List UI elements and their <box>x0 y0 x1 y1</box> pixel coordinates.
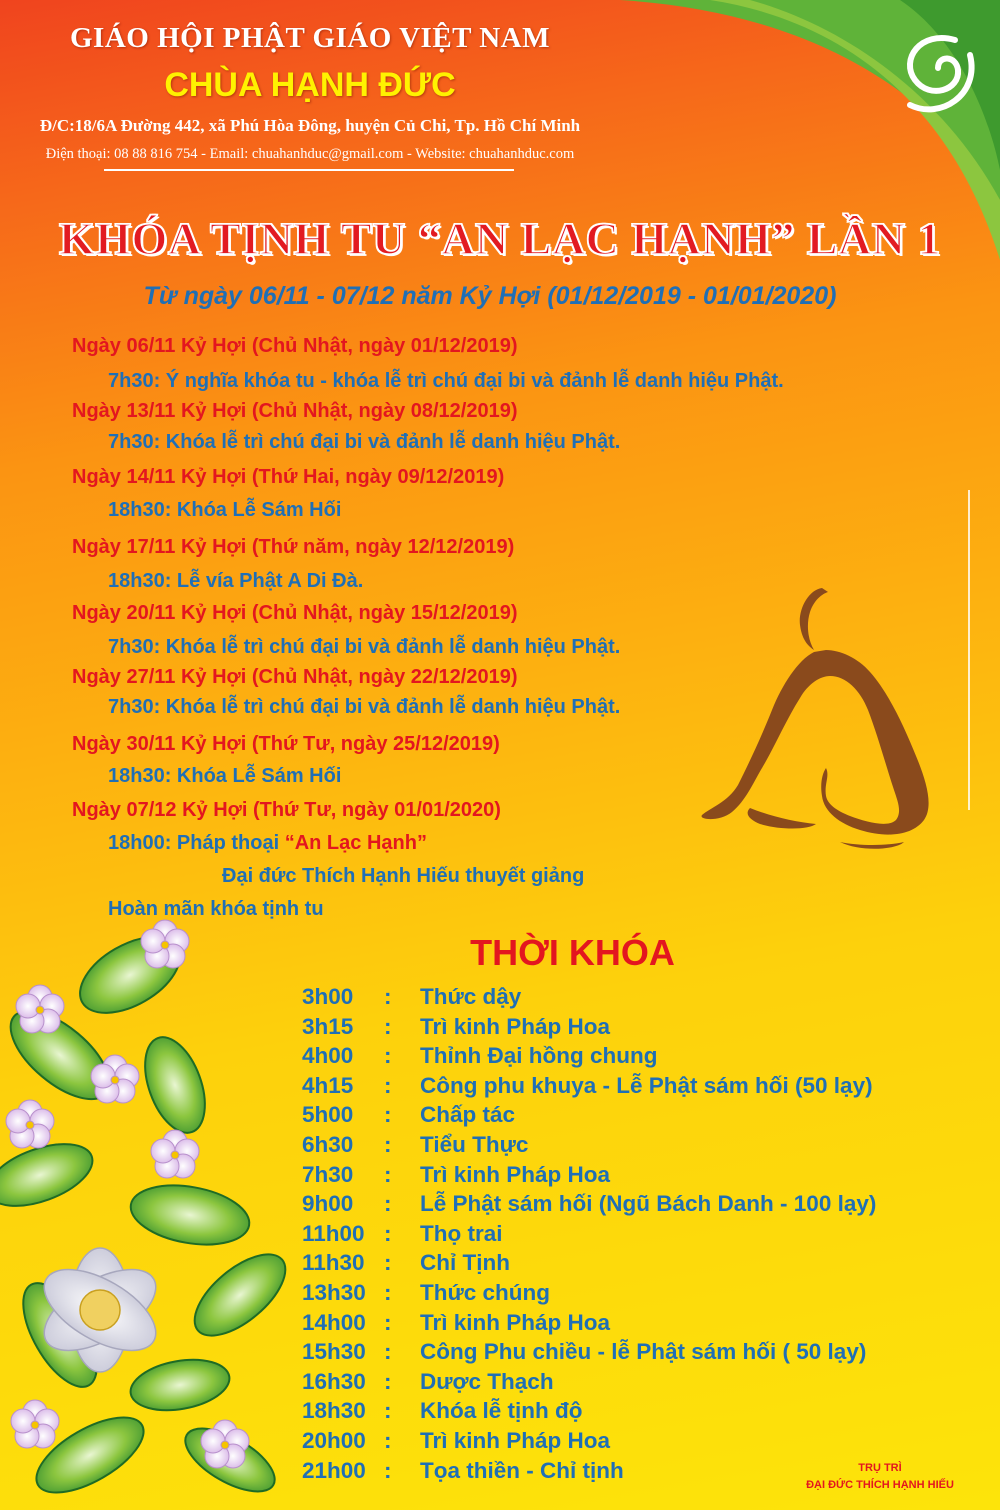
program-day: Ngày 17/11 Kỷ Hợi (Thứ năm, ngày 12/12/2019) <box>72 536 515 558</box>
schedule-time: 9h00 <box>302 1191 354 1217</box>
temple-address: Đ/C:18/6A Đường 442, xã Phú Hòa Đông, huyện Củ Chi, Tp. Hồ Chí Minh <box>39 116 581 135</box>
schedule-activity: Thỉnh Đại hồng chung <box>420 1043 658 1069</box>
program-activity: 7h30: Khóa lễ trì chú đại bi và đảnh lễ danh hiệu Phật. <box>108 696 621 718</box>
program-day: Ngày 07/12 Kỷ Hợi (Thứ Tư, ngày 01/01/2020) <box>72 799 501 821</box>
schedule-activity: Chấp tác <box>420 1102 516 1128</box>
schedule-activity: Công Phu chiều - lễ Phật sám hối ( 50 lạy) <box>420 1339 867 1365</box>
dharma-talk-title: “An Lạc Hạnh” <box>284 832 427 854</box>
schedule-time: 11h30 <box>302 1250 365 1276</box>
schedule-time: 21h00 <box>302 1457 366 1483</box>
header-divider <box>104 169 514 171</box>
schedule-activity: Trì kinh Pháp Hoa <box>420 1309 611 1335</box>
schedule-time: 11h00 <box>302 1220 365 1246</box>
program-activity-time: 18h00: Pháp thoại <box>108 832 285 854</box>
schedule-separator: : <box>384 1368 392 1394</box>
schedule-activity: Tiểu Thực <box>420 1132 529 1157</box>
schedule-activity: Chỉ Tịnh <box>420 1250 510 1276</box>
temple-name: CHÙA HẠNH ĐỨC <box>164 66 456 104</box>
speaker-line: Đại đức Thích Hạnh Hiếu thuyết giảng <box>222 865 585 887</box>
schedule-separator: : <box>384 1220 392 1246</box>
program-activity: 7h30: Khóa lễ trì chú đại bi và đảnh lễ danh hiệu Phật. <box>108 431 621 453</box>
schedule-activity: Lễ Phật sám hối (Ngũ Bách Danh - 100 lạy) <box>420 1191 877 1217</box>
retreat-title: KHÓA TỊNH TU “AN LẠC HẠNH” LẦN 1 <box>58 213 942 264</box>
monk-silhouette-icon <box>690 580 950 860</box>
schedule-activity: Công phu khuya - Lễ Phật sám hối (50 lạy) <box>420 1072 873 1098</box>
schedule-time: 15h30 <box>302 1339 366 1365</box>
signature-name: ĐẠI ĐỨC THÍCH HẠNH HIẾU <box>806 1479 954 1491</box>
schedule-time: 18h30 <box>302 1398 366 1424</box>
schedule-activity: Thọ trai <box>420 1220 503 1246</box>
schedule-time: 20h00 <box>302 1428 366 1453</box>
schedule-separator: : <box>384 1191 392 1217</box>
schedule-separator: : <box>384 1043 392 1069</box>
schedule-separator: : <box>384 1161 392 1187</box>
schedule-separator: : <box>384 1457 392 1483</box>
temple-contact: Điện thoại: 08 88 816 754 - Email: chuahanhduc@gmail.com - Website: chuahanhduc.com <box>45 146 575 162</box>
program-day: Ngày 30/11 Kỷ Hợi (Thứ Tư, ngày 25/12/2019) <box>72 733 500 755</box>
schedule-time: 16h30 <box>302 1368 366 1394</box>
schedule-separator: : <box>384 1339 392 1365</box>
program-day: Ngày 20/11 Kỷ Hợi (Chủ Nhật, ngày 15/12/2019) <box>72 602 518 624</box>
schedule-activity: Trì kinh Pháp Hoa <box>420 1161 611 1187</box>
schedule-time: 13h30 <box>302 1280 366 1305</box>
retreat-dates: Từ ngày 06/11 - 07/12 năm Kỷ Hợi (01/12/2019 - 01/01/2020) <box>143 282 837 310</box>
schedule-time: 5h00 <box>302 1102 354 1128</box>
program-activity: 7h30: Ý nghĩa khóa tu - khóa lễ trì chú đại bi và đảnh lễ danh hiệu Phật. <box>108 370 784 392</box>
schedule-activity: Thức dậy <box>420 984 522 1009</box>
schedule-separator: : <box>384 1309 392 1335</box>
program-activity: 7h30: Khóa lễ trì chú đại bi và đảnh lễ danh hiệu Phật. <box>108 636 621 658</box>
program-day: Ngày 06/11 Kỷ Hợi (Chủ Nhật, ngày 01/12/2019) <box>72 335 518 357</box>
schedule-activity: Trì kinh Pháp Hoa <box>420 1428 611 1453</box>
program-activity: 18h30: Khóa Lễ Sám Hối <box>108 765 342 787</box>
schedule-separator: : <box>384 1398 392 1424</box>
signature-role: TRỤ TRÌ <box>858 1462 902 1474</box>
schedule-time: 14h00 <box>302 1309 366 1335</box>
organization-name: GIÁO HỘI PHẬT GIÁO VIỆT NAM <box>70 22 550 54</box>
program-day: Ngày 27/11 Kỷ Hợi (Chủ Nhật, ngày 22/12/2019) <box>72 666 518 688</box>
decorative-rule <box>968 490 970 810</box>
schedule-time: 7h30 <box>302 1161 354 1187</box>
closing-line: Hoàn mãn khóa tịnh tu <box>108 898 324 920</box>
schedule-separator: : <box>384 1428 392 1453</box>
schedule-separator: : <box>384 1072 392 1098</box>
schedule-activity: Trì kinh Pháp Hoa <box>420 1013 611 1039</box>
signature-block <box>790 1460 970 1494</box>
schedule-separator: : <box>384 1280 392 1305</box>
schedule-time: 3h00 <box>302 984 354 1009</box>
schedule-separator: : <box>384 1250 392 1276</box>
program-day: Ngày 13/11 Kỷ Hợi (Chủ Nhật, ngày 08/12/2019) <box>72 400 518 422</box>
flower-leaves-decoration <box>0 915 310 1510</box>
schedule-time: 4h00 <box>302 1043 354 1069</box>
schedule-separator: : <box>384 984 392 1009</box>
program-activity <box>108 832 427 855</box>
schedule-time: 3h15 <box>302 1013 354 1039</box>
schedule-separator: : <box>384 1013 392 1039</box>
schedule-time: 6h30 <box>302 1132 354 1157</box>
program-activity: 18h30: Khóa Lễ Sám Hối <box>108 499 342 521</box>
schedule-time: 4h15 <box>302 1072 354 1098</box>
schedule-title: THỜI KHÓA <box>470 932 675 973</box>
schedule-activity: Dược Thạch <box>420 1368 554 1394</box>
schedule-separator: : <box>384 1132 392 1157</box>
schedule-activity: Tọa thiền - Chỉ tịnh <box>420 1457 624 1483</box>
schedule-activity: Khóa lễ tịnh độ <box>420 1398 583 1424</box>
schedule-activity: Thức chúng <box>420 1280 551 1305</box>
program-day: Ngày 14/11 Kỷ Hợi (Thứ Hai, ngày 09/12/2019) <box>72 466 505 488</box>
schedule-separator: : <box>384 1102 392 1128</box>
program-activity: 18h30: Lễ vía Phật A Di Đà. <box>108 570 364 592</box>
